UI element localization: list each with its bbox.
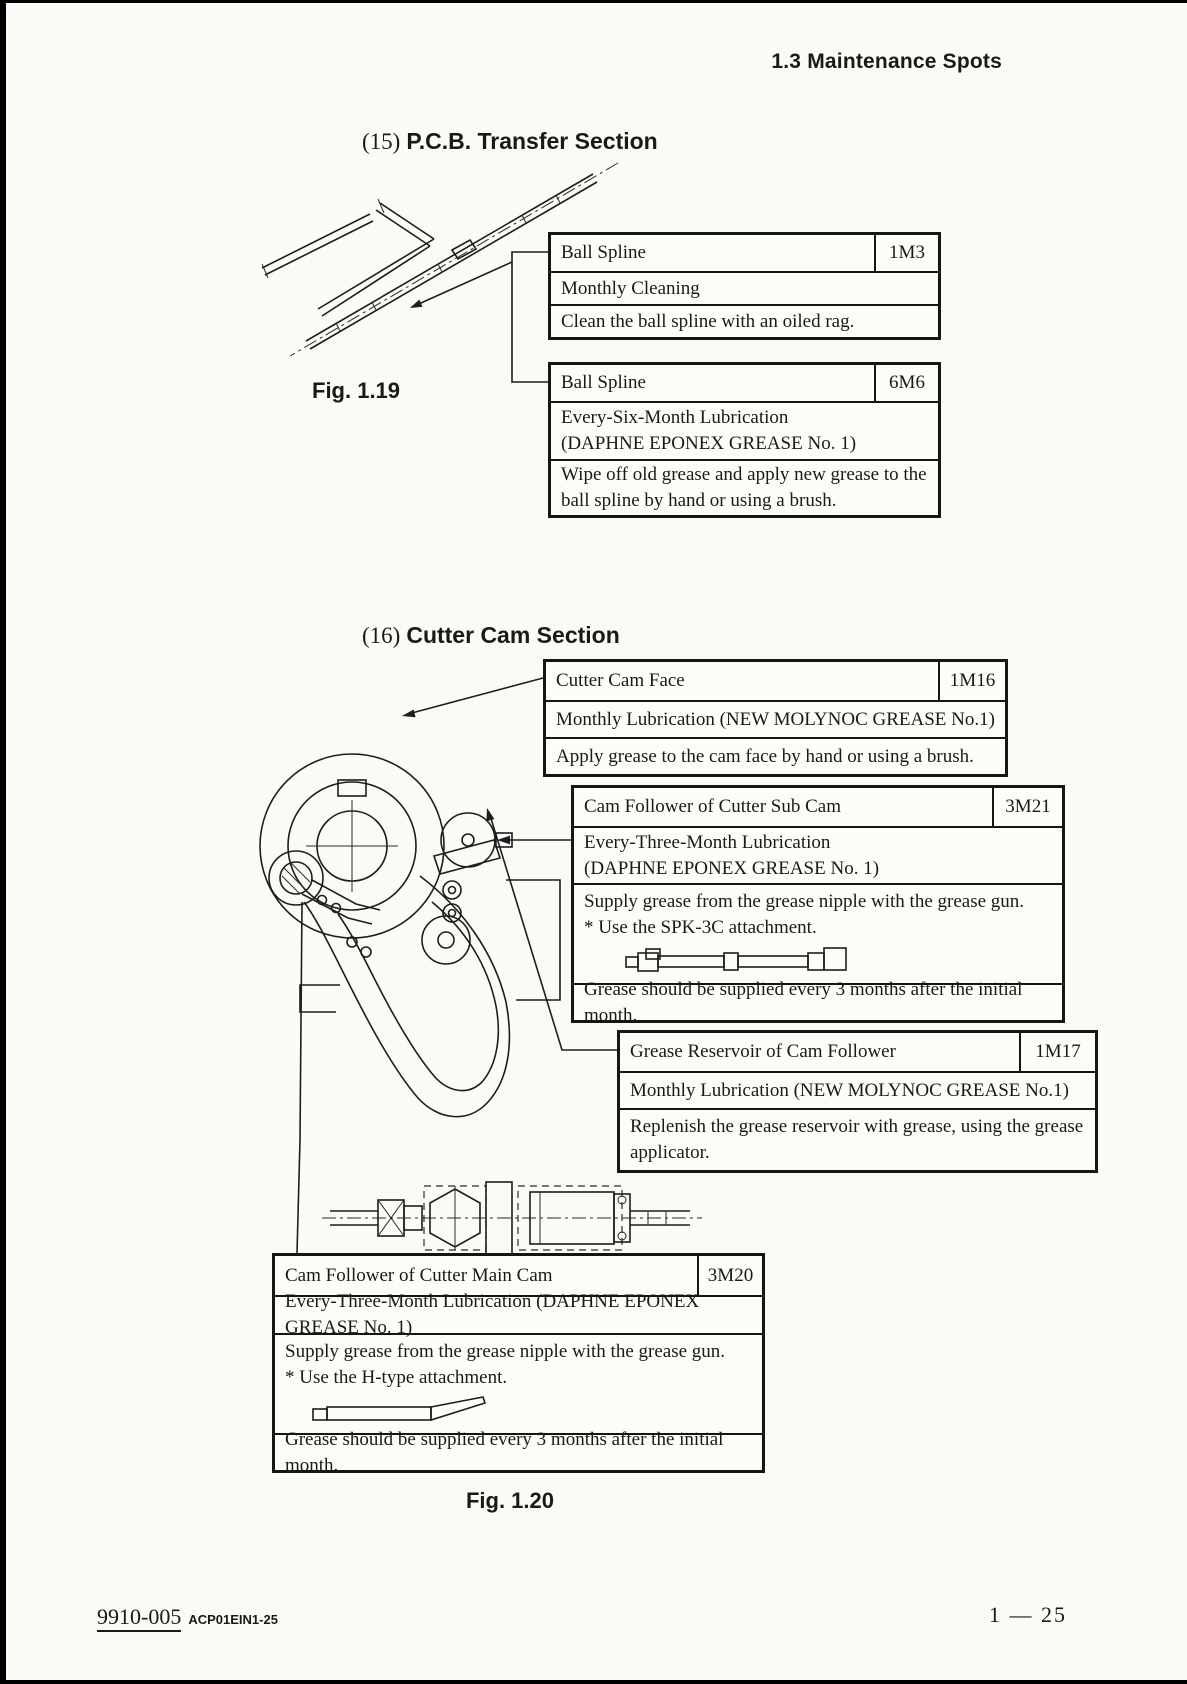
table-row [620, 1108, 1095, 1170]
page-header: 1.3 Maintenance Spots [771, 50, 1002, 73]
doc-code: 9910-005 [97, 1604, 181, 1632]
schedule-text: Monthly Cleaning [561, 277, 700, 299]
note-text: Grease should be supplied every 3 months after the initial month. [584, 978, 1023, 1026]
section-15-number: (15) [362, 129, 401, 154]
schedule-line-2: (DAPHNE EPONEX GREASE No. 1) [584, 857, 880, 879]
table-row [574, 788, 1062, 826]
section-16-heading [362, 622, 620, 649]
spot-name: Ball Spline [561, 372, 646, 393]
section-16-title: Cutter Cam Section [406, 622, 620, 648]
maintenance-code: 1M16 [938, 662, 1005, 700]
table-ball-spline-monthly [548, 232, 941, 340]
table-row [546, 700, 1005, 737]
fig-1-19-drawing [240, 160, 570, 425]
schedule-line-1: Every-Three-Month Lubrication [584, 831, 831, 853]
table-cutter-cam-face [543, 659, 1008, 777]
instruction-text: Apply grease to the cam face by hand or using a brush. [556, 745, 974, 767]
table-row [275, 1291, 762, 1338]
maintenance-code: 6M6 [874, 365, 938, 401]
table-sub-cam-follower [571, 785, 1065, 1026]
instruction-line-1: Supply grease from the grease nipple with the grease gun. [285, 1341, 726, 1362]
scan-edge-top [0, 0, 1187, 3]
table-row [551, 304, 938, 337]
table-row [551, 235, 938, 271]
h-type-attachment-drawing [311, 1395, 491, 1425]
table-row [275, 1333, 762, 1433]
section-16-number: (16) [362, 623, 401, 648]
figure-caption-1-20: Fig. 1.20 [465, 1488, 555, 1513]
section-15-title: P.C.B. Transfer Section [406, 128, 658, 154]
table-row [551, 401, 938, 459]
doc-subcode: ACP01EIN1-25 [188, 1612, 278, 1627]
table-row [574, 978, 1062, 1026]
table-grease-reservoir [617, 1030, 1098, 1173]
spot-name: Ball Spline [561, 242, 646, 263]
table-row [546, 737, 1005, 774]
spot-name: Cam Follower of Cutter Sub Cam [584, 796, 842, 817]
table-row [574, 883, 1062, 983]
instruction-line-2: * Use the SPK-3C attachment. [584, 917, 817, 938]
footer-document-code [97, 1604, 278, 1630]
maintenance-code: 3M21 [992, 788, 1062, 826]
schedule-text: Monthly Lubrication (NEW MOLYNOC GREASE No.1) [556, 708, 995, 730]
instruction-line-1: Supply grease from the grease nipple with the grease gun. [584, 891, 1025, 912]
table-ball-spline-six-month [548, 362, 941, 518]
table-row [551, 365, 938, 401]
note-text: Grease should be supplied every 3 months after the initial month. [285, 1428, 724, 1476]
schedule-line-1: Every-Six-Month Lubrication [561, 407, 789, 428]
scan-edge-left [0, 0, 6, 1684]
spk-3c-attachment-drawing [624, 945, 864, 977]
instruction-text: Replenish the grease reservoir with grease, using the grease applicator. [630, 1116, 1084, 1163]
table-row [546, 662, 1005, 700]
table-row [574, 826, 1062, 883]
table-row [620, 1033, 1095, 1071]
figure-caption-1-19: Fig. 1.19 [312, 378, 401, 403]
spot-name: Grease Reservoir of Cam Follower [630, 1041, 896, 1062]
instruction-text: Wipe off old grease and apply new grease to the ball spline by hand or using a brush. [561, 464, 927, 511]
instruction-line-2: * Use the H-type attachment. [285, 1367, 508, 1388]
section-15-heading [362, 128, 658, 155]
table-row [551, 271, 938, 304]
table-row [620, 1071, 1095, 1108]
maintenance-code: 1M17 [1019, 1033, 1095, 1071]
schedule-line-2: (DAPHNE EPONEX GREASE No. 1) [561, 433, 857, 454]
footer-page-number: 1 — 25 [989, 1602, 1067, 1627]
maintenance-code: 3M20 [697, 1256, 762, 1295]
table-main-cam-follower [272, 1253, 765, 1476]
schedule-text: Monthly Lubrication (NEW MOLYNOC GREASE No.1) [630, 1079, 1069, 1101]
table-row [551, 459, 938, 515]
scan-edge-bottom [0, 1680, 1187, 1684]
spot-name: Cam Follower of Cutter Main Cam [285, 1264, 553, 1286]
maintenance-code: 1M3 [874, 235, 938, 271]
spot-name: Cutter Cam Face [556, 670, 685, 691]
schedule-text: Every-Three-Month Lubrication (DAPHNE EPONEX GREASE No. 1) [285, 1291, 700, 1338]
table-row [275, 1428, 762, 1476]
instruction-text: Clean the ball spline with an oiled rag. [561, 310, 855, 332]
